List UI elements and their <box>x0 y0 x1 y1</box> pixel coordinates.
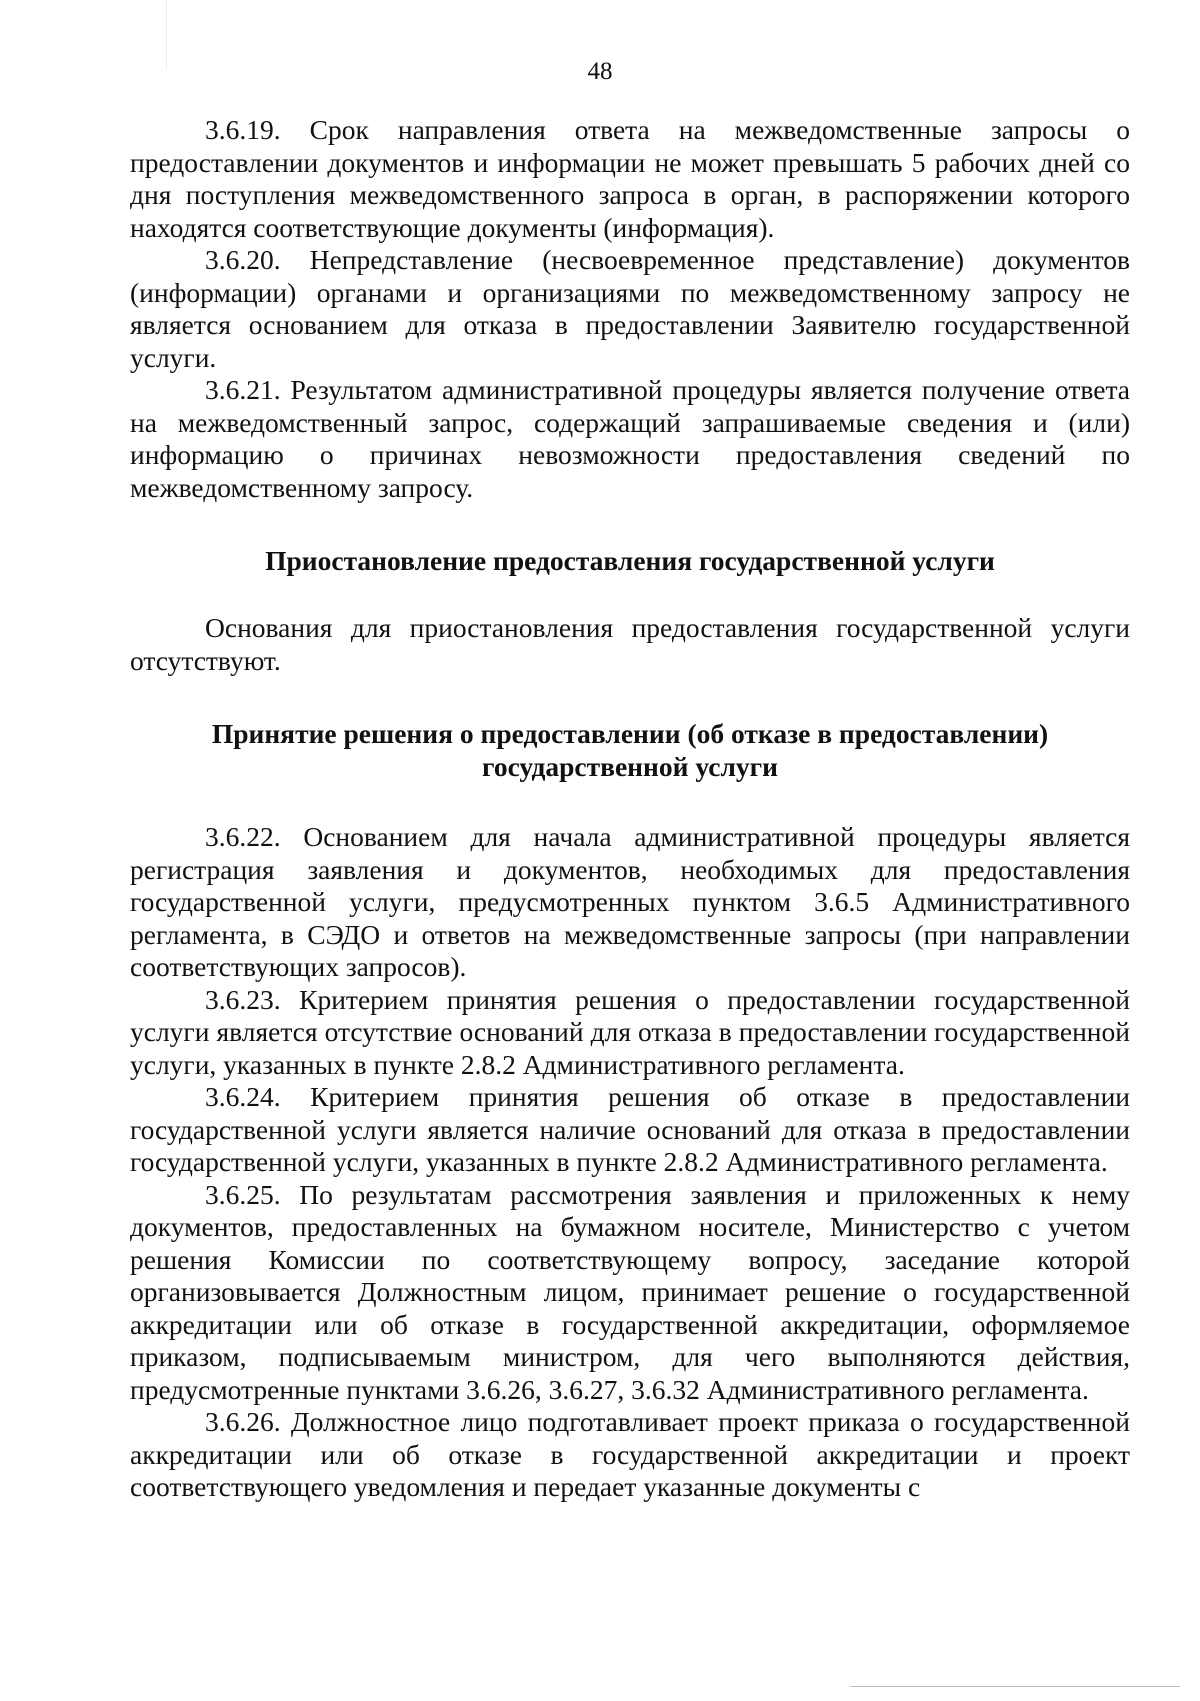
section-heading-suspension <box>130 544 1130 577</box>
section-heading-decision <box>130 717 1130 783</box>
paragraph-3-6-20: 3.6.20. Непредставление (несвоевременное представление) документов (информации) органами и организациями по межведомственному запросу не является основанием для отказа в предоставлении Заявителю государственной услуги. <box>130 244 1130 373</box>
paragraph-3-6-22: 3.6.22. Основанием для начала административной процедуры является регистрация заявления и документов, необходимых для предоставления государственной услуги, предусмотренных пунктом 3.6.5 Административного регламента, в СЭДО и ответов на межведомственные запросы (при направлении соответствующих запросов). <box>130 821 1130 982</box>
section-heading-decision-line1: Принятие решения о предоставлении (об отказе в предоставлении) <box>211 718 1049 749</box>
paragraph-3-6-23: 3.6.23. Критерием принятия решения о предоставлении государственной услуги является отсутствие оснований для отказа в предоставлении государственной услуги, указанных в пункте 2.8.2 Административного регламента. <box>130 983 1130 1080</box>
bottom-rule <box>850 1686 1180 1687</box>
paragraph-3-6-25: 3.6.25. По результатам рассмотрения заявления и приложенных к нему документов, предоставленных на бумажном носителе, Министерство с учетом решения Комиссии по соответствующему вопросу, заседание которой организовывается Должностным лицом, принимает решение о государственной аккредитации или об отказе в государственной аккредитации, оформляемое приказом, подписываемым министром, для чего выполняются действия, предусмотренные пунктами 3.6.26, 3.6.27, 3.6.32 Административного регламента. <box>130 1178 1130 1405</box>
paragraph-3-6-21: 3.6.21. Результатом административной процедуры является получение ответа на межведомственный запрос, содержащий запрашиваемые сведения и (или) информацию о причинах невозможности предоставления сведений по межведомственному запросу. <box>130 374 1130 503</box>
paragraph-3-6-24: 3.6.24. Критерием принятия решения об отказе в предоставлении государственной услуги является наличие оснований для отказа в предоставлении государственной услуги, указанных в пункте 2.8.2 Административного регламента. <box>130 1081 1130 1177</box>
page-content <box>130 114 1130 1504</box>
section-heading-suspension-text: Приостановление предоставления государственной услуги <box>265 545 995 576</box>
paragraph-suspension-grounds: Основания для приостановления предоставления государственной услуги отсутствуют. <box>130 612 1130 676</box>
paragraph-3-6-19: 3.6.19. Срок направления ответа на межведомственные запросы о предоставлении документов и информации не может превышать 5 рабочих дней со дня поступления межведомственного запроса в орган, в распоряжении которого находятся соответствующие документы (информация). <box>130 114 1130 243</box>
section-heading-decision-line2: государственной услуги <box>482 751 778 782</box>
page-number: 48 <box>587 58 613 85</box>
paragraph-3-6-26: 3.6.26. Должностное лицо подготавливает проект приказа о государственной аккредитации или об отказе в государственной аккредитации и проект соответствующего уведомления и передает указанные документы с <box>130 1406 1130 1502</box>
